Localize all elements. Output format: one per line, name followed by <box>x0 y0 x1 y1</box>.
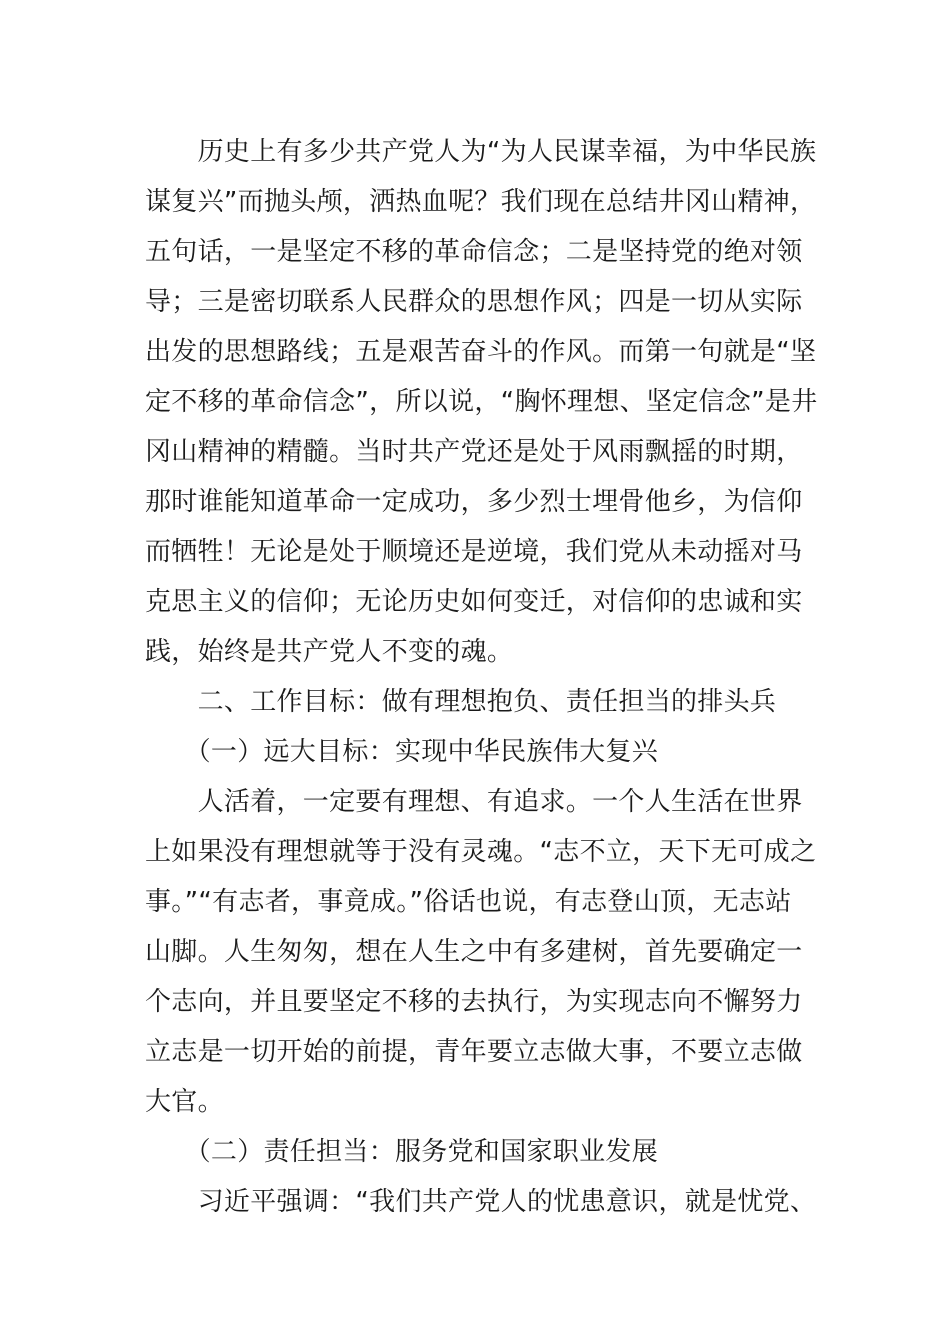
text-line: 而牺牲！无论是处于顺境还是逆境，我们党从未动摇对马 <box>145 537 803 567</box>
text-line: 山脚。人生匆匆，想在人生之中有多建树，首先要确定一 <box>145 937 803 967</box>
text-line: 大官。 <box>145 1087 224 1117</box>
text-line: 冈山精神的精髓。当时共产党还是处于风雨飘摇的时期， <box>145 437 803 467</box>
text-line: 定不移的革命信念”，所以说，“胸怀理想、坚定信念”是井 <box>145 387 818 417</box>
text-line: 历史上有多少共产党人为“为人民谋幸福，为中华民族 <box>145 137 817 167</box>
section-heading: 二、工作目标：做有理想抱负、责任担当的排头兵 <box>145 687 777 717</box>
text-line: 人活着，一定要有理想、有追求。一个人生活在世界 <box>145 787 803 817</box>
text-line: 践，始终是共产党人不变的魂。 <box>145 637 514 667</box>
text-line: 克思主义的信仰；无论历史如何变迁，对信仰的忠诚和实 <box>145 587 803 617</box>
subsection-heading: （二）责任担当：服务党和国家职业发展 <box>145 1137 659 1167</box>
text-line: 个志向，并且要坚定不移的去执行，为实现志向不懈努力 <box>145 987 803 1017</box>
text-line: 立志是一切开始的前提，青年要立志做大事，不要立志做 <box>145 1037 803 1067</box>
text-line: 出发的思想路线；五是艰苦奋斗的作风。而第一句就是“坚 <box>145 337 817 367</box>
text-line: 上如果没有理想就等于没有灵魂。“志不立，天下无可成之 <box>145 837 817 867</box>
text-line: 谋复兴”而抛头颅，洒热血呢？我们现在总结井冈山精神， <box>145 187 817 217</box>
text-line: 习近平强调：“我们共产党人的忧患意识，就是忧党、 <box>145 1187 817 1217</box>
text-line: 五句话，一是坚定不移的革命信念；二是坚持党的绝对领 <box>145 237 803 267</box>
text-line: 那时谁能知道革命一定成功，多少烈士埋骨他乡，为信仰 <box>145 487 803 517</box>
subsection-heading: （一）远大目标：实现中华民族伟大复兴 <box>145 737 659 767</box>
text-line: 事。”“有志者，事竟成。”俗话也说，有志登山顶，无志站 <box>145 887 792 917</box>
text-line: 导；三是密切联系人民群众的思想作风；四是一切从实际 <box>145 287 803 317</box>
